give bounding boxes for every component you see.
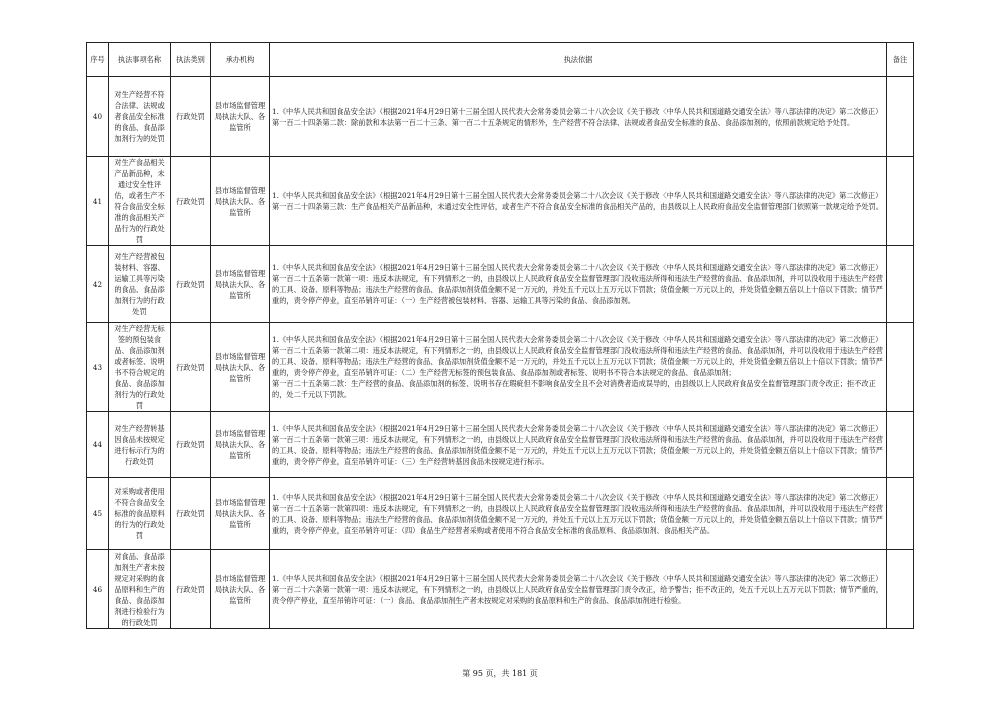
row-note — [887, 246, 914, 323]
row-basis — [270, 246, 887, 323]
basis-line: 第一百二十四条第二款：除前款和本法第一百二十三条、第一百二十五条规定的情形外，生产经营不符合法律、法规或者食品安全标准的食品、食品添加剂的，依照前款规定给予处罚。 — [272, 117, 855, 127]
table-row — [87, 550, 914, 629]
basis-line: 第一百二十五条第二款：生产经营的食品、食品添加剂的标签、说明书存在瑕疵但不影响食品安全且不会对消费者造成误导的，由县级以上人民政府食品安全监督管理部门责令改正；拒不改正的，处二千元以下罚款。 — [272, 379, 876, 399]
row-basis — [270, 412, 887, 478]
row-note — [887, 478, 914, 550]
row-no: 45 — [87, 478, 109, 550]
basis-line: 1.《中华人民共和国食品安全法》（根据2021年4月29日第十三届全国人民代表大会常务委员会第二十八次会议《关于修改〈中华人民共和国道路交通安全法〉等八部法律的决定》第二次修正） — [272, 106, 883, 116]
row-name: 对生产经营不符合法律、法规或者食品安全标准的食品、食品添加剂行为的处罚 — [109, 77, 171, 157]
row-org: 县市场监督管理局执法大队、各监管所 — [211, 246, 270, 323]
basis-line: 第一百二十六条第一款第一项：违反本法规定，有下列情形之一的，由县级以上人民政府食品安全监督管理部门责令改正，给予警告；拒不改正的，处五千元以上五万元以下罚款；情节严重的，责令停产停业，直至吊销许可证：（一）食品、食品添加剂生产者未按规定对采购的食品原料和生产的食品、食品添加剂进行检验。 — [272, 584, 883, 605]
row-note — [887, 77, 914, 157]
row-org: 县市场监督管理局执法大队、各监管所 — [211, 478, 270, 550]
basis-line: 1.《中华人民共和国食品安全法》（根据2021年4月29日第十三届全国人民代表大会常务委员会第二十八次会议《关于修改〈中华人民共和国道路交通安全法〉等八部法律的决定》第二次修正） — [272, 335, 883, 344]
row-category: 行政处罚 — [171, 478, 211, 550]
basis-line: 第一百二十五条第一款第一项：违反本法规定，有下列情形之一的，由县级以上人民政府食品安全监督管理部门没收违法所得和违法生产经营的食品、食品添加剂，并可以没收用于违法生产经营的工具、设备、原料等物品；违法生产经营的食品、食品添加剂货值金额不足一万元的，并处五千元以上五万元以下罚款；货值金额一万元以上的，并处货值金额五倍以上十倍以下罚款；情节严重的，责令停产停业，直至吊销许可证：（一）生产经营被包装材料、容器、运输工具等污染的食品、食品添加剂。 — [272, 274, 883, 305]
basis-line: 1.《中华人民共和国食品安全法》（根据2021年4月29日第十三届全国人民代表大会常务委员会第二十八次会议《关于修改〈中华人民共和国道路交通安全法〉等八部法律的决定》第二次修正） — [272, 573, 883, 583]
table-row — [87, 77, 914, 157]
row-note — [887, 412, 914, 478]
row-no: 42 — [87, 246, 109, 323]
row-org: 县市场监督管理局执法大队、各监管所 — [211, 550, 270, 629]
row-name: 对采购或者使用不符合食品安全标准的食品原料的行为的行政处罚 — [109, 478, 171, 550]
basis-line: 1.《中华人民共和国食品安全法》（根据2021年4月29日第十三届全国人民代表大会常务委员会第二十八次会议《关于修改〈中华人民共和国道路交通安全法〉等八部法律的决定》第二次修正） — [272, 423, 883, 433]
row-name: 对生产经营无标签的预包装食品、食品添加剂或者标签、说明书不符合规定的食品、食品添加剂行为的行政处罚 — [109, 323, 171, 412]
row-no: 43 — [87, 323, 109, 412]
row-no: 44 — [87, 412, 109, 478]
row-basis — [270, 550, 887, 629]
row-note — [887, 323, 914, 412]
basis-line: 第一百二十五条第一款第三项：违反本法规定，有下列情形之一的，由县级以上人民政府食品安全监督管理部门没收违法所得和违法生产经营的食品、食品添加剂，并可以没收用于违法生产经营的工具、设备、原料等物品；违法生产经营的食品、食品添加剂货值金额不足一万元的，并处五千元以上五万元以下罚款；货值金额一万元以上的，并处货值金额五倍以上十倍以下罚款；情节严重的，责令停产停业，直至吊销许可证：（三）生产经营转基因食品未按规定进行标示。 — [272, 434, 883, 466]
row-basis — [270, 478, 887, 550]
header-no: 序号 — [87, 43, 109, 77]
row-name: 对食品、食品添加剂生产者未按规定对采购的食品原料和生产的食品、食品添加剂进行检验行为的行政处罚 — [109, 550, 171, 629]
row-no: 40 — [87, 77, 109, 157]
row-category: 行政处罚 — [171, 550, 211, 629]
row-name: 对生产经营被包装材料、容器、运输工具等污染的食品、食品添加剂行为的行政处罚 — [109, 246, 171, 323]
row-basis — [270, 77, 887, 157]
enforcement-table — [86, 42, 914, 629]
row-org: 县市场监督管理局执法大队、各监管所 — [211, 412, 270, 478]
row-org: 县市场监督管理局执法大队、各监管所 — [211, 157, 270, 246]
row-note — [887, 157, 914, 246]
header-category: 执法类别 — [171, 43, 211, 77]
basis-line: 第一百二十四条第三款：生产食品相关产品新品种，未通过安全性评估，或者生产不符合食品安全标准的食品相关产品的，由县级以上人民政府食品安全监督管理部门依照第一款规定给予处罚。 — [272, 202, 883, 211]
row-name: 对生产经营转基因食品未按规定进行标示行为的行政处罚 — [109, 412, 171, 478]
table-row — [87, 246, 914, 323]
page-number: 第 95 页，共 181 页 — [462, 669, 538, 678]
row-org: 县市场监督管理局执法大队、各监管所 — [211, 77, 270, 157]
table-row — [87, 323, 914, 412]
row-name: 对生产食品相关产品新品种，未通过安全性评估，或者生产不符合食品安全标准的食品相关产品行为的行政处罚 — [109, 157, 171, 246]
row-no: 41 — [87, 157, 109, 246]
row-category: 行政处罚 — [171, 77, 211, 157]
header-org: 承办机构 — [211, 43, 270, 77]
basis-line: 1.《中华人民共和国食品安全法》（根据2021年4月29日第十三届全国人民代表大会常务委员会第二十八次会议《关于修改〈中华人民共和国道路交通安全法〉等八部法律的决定》第二次修正） — [272, 191, 883, 200]
basis-line: 第一百二十五条第一款第四项：违反本法规定，有下列情形之一的，由县级以上人民政府食品安全监督管理部门没收违法所得和违法生产经营的食品、食品添加剂，并可以没收用于违法生产经营的工具、设备、原料等物品；违法生产经营的食品、食品添加剂货值金额不足一万元的，并处五千元以上五万元以下罚款；货值金额一万元以上的，并处货值金额五倍以上十倍以下罚款；情节严重的，责令停产停业，直至吊销许可证：（四）食品生产经营者采购或者使用不符合食品安全标准的食品原料、食品添加剂、食品相关产品。 — [272, 503, 883, 535]
basis-line: 1.《中华人民共和国食品安全法》（根据2021年4月29日第十三届全国人民代表大会常务委员会第二十八次会议《关于修改〈中华人民共和国道路交通安全法〉等八部法律的决定》第二次修正） — [272, 263, 883, 272]
header-basis: 执法依据 — [270, 43, 887, 77]
table-row — [87, 412, 914, 478]
row-basis — [270, 157, 887, 246]
row-category: 行政处罚 — [171, 246, 211, 323]
row-category: 行政处罚 — [171, 157, 211, 246]
header-name: 执法事项名称 — [109, 43, 171, 77]
row-category: 行政处罚 — [171, 412, 211, 478]
table-header-row — [87, 43, 914, 77]
basis-line: 第一百二十五条第一款第二项：违反本法规定，有下列情形之一的，由县级以上人民政府食品安全监督管理部门没收违法所得和违法生产经营的食品、食品添加剂，并可以没收用于违法生产经营的工具、设备、原料等物品；违法生产经营的食品、食品添加剂货值金额不足一万元的，并处五千元以上五万元以下罚款；货值金额一万元以上的，并处货值金额五倍以上十倍以下罚款；情节严重的，责令停产停业，直至吊销许可证：（二）生产经营无标签的预包装食品、食品添加剂或者标签、说明书不符合本法规定的食品、食品添加剂； — [272, 346, 883, 377]
header-note: 备注 — [887, 43, 914, 77]
row-org: 县市场监督管理局执法大队、各监管所 — [211, 323, 270, 412]
row-note — [887, 550, 914, 629]
table-row — [87, 157, 914, 246]
basis-line: 1.《中华人民共和国食品安全法》（根据2021年4月29日第十三届全国人民代表大会常务委员会第二十八次会议《关于修改〈中华人民共和国道路交通安全法〉等八部法律的决定》第二次修正） — [272, 492, 883, 502]
row-category: 行政处罚 — [171, 323, 211, 412]
row-no: 46 — [87, 550, 109, 629]
table-row — [87, 478, 914, 550]
row-basis — [270, 323, 887, 412]
